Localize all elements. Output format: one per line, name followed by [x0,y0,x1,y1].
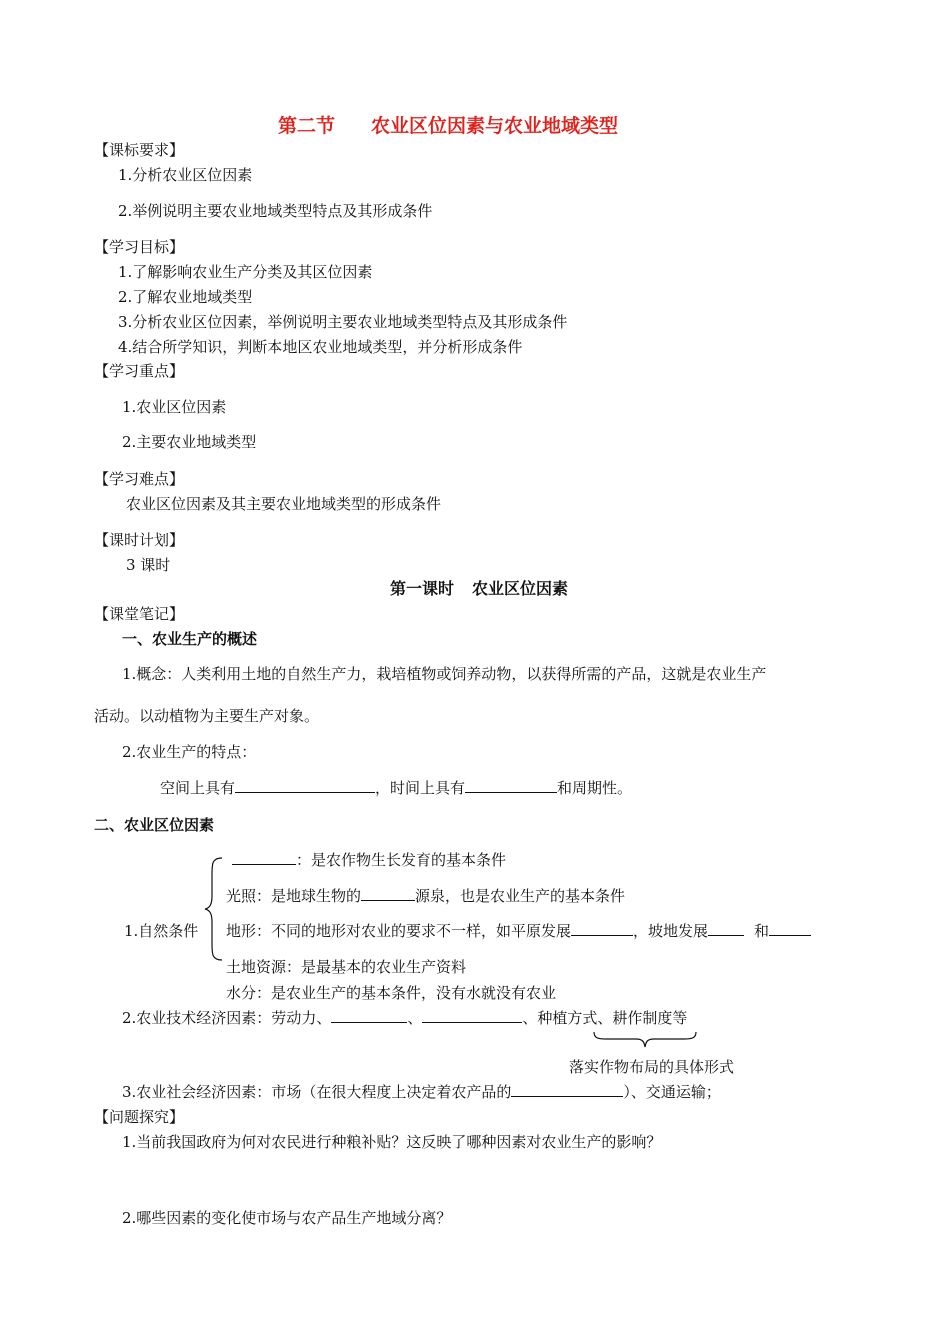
tech-economic-line: 2.农业技术经济因素：劳动力、 、 、种植方式、耕作制度等 [122,1009,688,1027]
standards-item: 2.举例说明主要农业地域类型特点及其形成条件 [118,202,433,220]
features-line: 空间上具有 ，时间上具有 和周期性。 [160,779,633,797]
answer-blank[interactable] [465,778,557,793]
standards-item: 1.分析农业区位因素 [118,166,253,184]
natural-conditions-label: 1.自然条件 [124,922,199,940]
answer-blank[interactable] [235,778,375,793]
heat-line: ：是农作物生长发育的基本条件 [232,850,506,870]
concept-line: 1.概念：人类利用土地的自然生产力，栽培植物或饲养动物，以获得所需的产品，这就是农业生产 [122,665,767,683]
terrain-line: 地形：不同的地形对农业的要求不一样，如平原发展 ，坡地发展 和 [226,921,811,941]
key-points-heading: 【学习重点】 [94,362,185,380]
objectives-item: 4.结合所学知识，判断本地区农业地域类型，并分析形成条件 [118,338,523,356]
lesson-title [390,579,568,599]
key-point-item: 1.农业区位因素 [122,398,227,416]
objectives-item: 3.分析农业区位因素，举例说明主要农业地域类型特点及其形成条件 [118,313,568,331]
difficulties-text: 农业区位因素及其主要农业地域类型的形成条件 [126,495,442,513]
inquiry-question: 1.当前我国政府为何对农民进行种粮补贴？这反映了哪种因素对农业生产的影响？ [122,1133,662,1151]
land-line: 土地资源：是最基本的农业生产资料 [226,958,467,976]
tech-note: 落实作物布局的具体形式 [569,1058,735,1076]
inquiry-heading: 【问题探究】 [94,1108,185,1126]
answer-blank[interactable] [422,1008,522,1023]
answer-blank[interactable] [769,921,811,936]
section-name: 农业区位因素与农业地域类型 [371,115,619,137]
answer-blank[interactable] [361,886,415,901]
plan-heading: 【课时计划】 [94,531,185,549]
answer-blank[interactable] [511,1082,623,1097]
answer-blank[interactable] [232,850,296,865]
lesson-name: 农业区位因素 [472,579,569,598]
features-label: 2.农业生产的特点： [122,743,257,761]
section-number: 第二节 [278,115,336,137]
difficulties-heading: 【学习难点】 [94,470,185,488]
answer-blank[interactable] [708,921,744,936]
social-economic-line: 3.农业社会经济因素：市场（在很大程度上决定着农产品的 ）、交通运输； [122,1083,721,1101]
section-one-title: 一、农业生产的概述 [122,630,258,648]
light-line: 光照：是地球生物的 源泉，也是农业生产的基本条件 [226,887,626,905]
objectives-heading: 【学习目标】 [94,238,185,256]
objectives-item: 2.了解农业地域类型 [118,288,253,306]
notes-heading: 【课堂笔记】 [94,605,185,623]
key-point-item: 2.主要农业地域类型 [122,433,257,451]
answer-blank[interactable] [331,1008,407,1023]
left-brace-icon [202,856,224,962]
answer-blank[interactable] [571,921,633,936]
section-two-title: 二、农业区位因素 [94,816,215,834]
standards-heading: 【课标要求】 [94,141,185,159]
objectives-item: 1.了解影响农业生产分类及其区位因素 [118,263,373,281]
concept-line: 活动。以动植物为主要生产对象。 [94,707,320,725]
inquiry-question: 2.哪些因素的变化使市场与农产品生产地域分离？ [122,1209,452,1227]
under-brace-icon [592,1030,698,1050]
water-line: 水分：是农业生产的基本条件，没有水就没有农业 [226,984,557,1002]
plan-text: 3 课时 [126,556,171,574]
lesson-number: 第一课时 [390,579,455,598]
page-title [278,116,618,136]
